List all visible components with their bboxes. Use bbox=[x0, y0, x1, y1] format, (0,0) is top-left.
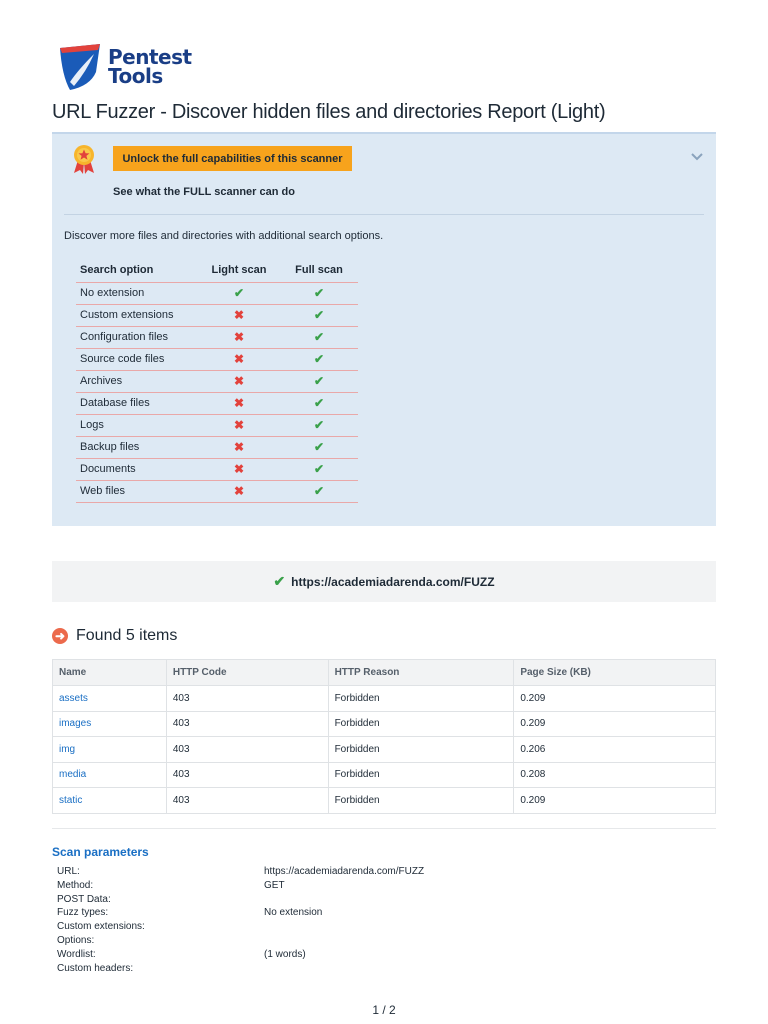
logo-line1: Pentest bbox=[108, 45, 192, 69]
cross-icon: ✖ bbox=[233, 352, 245, 366]
table-row bbox=[76, 392, 358, 414]
shield-logo-icon bbox=[56, 42, 104, 92]
scan-comparison-table bbox=[76, 258, 358, 503]
check-icon: ✔ bbox=[313, 330, 325, 344]
result-name-link[interactable]: media bbox=[53, 762, 167, 788]
search-option: Custom extensions bbox=[76, 304, 198, 326]
divider bbox=[64, 214, 704, 215]
table-row bbox=[76, 326, 358, 348]
column-header: Name bbox=[53, 660, 167, 686]
result-name-link[interactable]: img bbox=[53, 737, 167, 763]
table-row bbox=[53, 711, 716, 737]
cross-icon: ✖ bbox=[233, 396, 245, 410]
column-header: HTTP Code bbox=[166, 660, 328, 686]
param-key: Method: bbox=[57, 879, 94, 891]
table-header-row bbox=[53, 660, 716, 686]
search-option: Source code files bbox=[76, 348, 198, 370]
param-row-method bbox=[57, 879, 557, 893]
param-key: URL: bbox=[57, 866, 80, 877]
table-row bbox=[53, 762, 716, 788]
search-option: Archives bbox=[76, 370, 198, 392]
column-header: Search option bbox=[76, 258, 198, 282]
found-heading bbox=[52, 627, 177, 645]
param-row-custom-headers bbox=[57, 962, 557, 976]
search-option: Logs bbox=[76, 414, 198, 436]
see-full-scanner-link[interactable]: See what the FULL scanner can do bbox=[113, 186, 295, 198]
cross-icon: ✖ bbox=[233, 374, 245, 388]
param-key: Custom extensions: bbox=[57, 921, 145, 933]
param-row-options bbox=[57, 934, 557, 948]
table-row bbox=[76, 458, 358, 480]
http-code: 403 bbox=[166, 711, 328, 737]
table-row bbox=[76, 348, 358, 370]
http-reason: Forbidden bbox=[328, 788, 514, 814]
search-option: Web files bbox=[76, 480, 198, 502]
check-icon: ✔ bbox=[313, 396, 325, 410]
cross-icon: ✖ bbox=[233, 418, 245, 432]
cross-icon: ✖ bbox=[233, 308, 245, 322]
table-row bbox=[53, 686, 716, 712]
results-table bbox=[52, 659, 716, 814]
http-code: 403 bbox=[166, 737, 328, 763]
check-icon: ✔ bbox=[313, 308, 325, 322]
check-icon: ✔ bbox=[313, 418, 325, 432]
http-reason: Forbidden bbox=[328, 762, 514, 788]
search-option: Configuration files bbox=[76, 326, 198, 348]
logo-line2: Tools bbox=[108, 64, 163, 88]
check-icon: ✔ bbox=[313, 352, 325, 366]
unlock-full-scanner-button[interactable]: Unlock the full capabilities of this scanner bbox=[113, 146, 352, 171]
search-option: Documents bbox=[76, 458, 198, 480]
result-name-link[interactable]: assets bbox=[53, 686, 167, 712]
page-number: 1 / 2 bbox=[372, 1003, 396, 1017]
column-header: Full scan bbox=[280, 258, 358, 282]
cross-icon: ✖ bbox=[233, 484, 245, 498]
arrow-right-circle-icon: ➜ bbox=[52, 628, 68, 644]
param-key: Options: bbox=[57, 934, 95, 946]
check-icon: ✔ bbox=[313, 484, 325, 498]
http-code: 403 bbox=[166, 788, 328, 814]
found-title: Found 5 items bbox=[76, 627, 178, 644]
table-row bbox=[53, 788, 716, 814]
check-icon: ✔ bbox=[273, 573, 286, 589]
result-name-link[interactable]: images bbox=[53, 711, 167, 737]
check-icon: ✔ bbox=[313, 286, 325, 300]
report-title: URL Fuzzer - Discover hidden files and directories Report (Light) bbox=[52, 101, 606, 123]
discover-more-text: Discover more files and directories with additional search options. bbox=[64, 230, 384, 242]
table-row bbox=[76, 282, 358, 304]
param-key: Custom headers: bbox=[57, 962, 134, 974]
param-value: No extension bbox=[264, 907, 323, 919]
medal-icon bbox=[70, 144, 98, 174]
param-row-custom-extensions bbox=[57, 920, 557, 934]
page-size: 0.209 bbox=[514, 788, 716, 814]
table-row bbox=[76, 414, 358, 436]
column-header: Light scan bbox=[198, 258, 280, 282]
check-icon: ✔ bbox=[233, 286, 245, 300]
pentest-tools-logo bbox=[56, 42, 192, 92]
table-row bbox=[76, 370, 358, 392]
http-reason: Forbidden bbox=[328, 686, 514, 712]
table-row bbox=[76, 480, 358, 502]
param-key: Wordlist: bbox=[57, 948, 96, 960]
table-row bbox=[76, 304, 358, 326]
scan-parameters-title: Scan parameters bbox=[52, 845, 149, 859]
page-size: 0.208 bbox=[514, 762, 716, 788]
param-row-url bbox=[57, 865, 557, 879]
cross-icon: ✖ bbox=[233, 330, 245, 344]
param-row-wordlist bbox=[57, 948, 557, 962]
check-icon: ✔ bbox=[313, 374, 325, 388]
param-value: GET bbox=[264, 879, 285, 891]
param-value: (1 words) bbox=[264, 948, 306, 960]
search-option: Database files bbox=[76, 392, 198, 414]
check-icon: ✔ bbox=[313, 440, 325, 454]
table-header-row bbox=[76, 258, 358, 282]
upsell-panel bbox=[52, 132, 716, 526]
table-row bbox=[76, 436, 358, 458]
param-row-post-data bbox=[57, 893, 557, 907]
target-url-bar bbox=[52, 561, 716, 602]
target-url[interactable]: https://academiadarenda.com/FUZZ bbox=[291, 574, 495, 589]
http-reason: Forbidden bbox=[328, 737, 514, 763]
http-code: 403 bbox=[166, 762, 328, 788]
param-value: https://academiadarenda.com/FUZZ bbox=[264, 866, 425, 877]
page-size: 0.206 bbox=[514, 737, 716, 763]
column-header: HTTP Reason bbox=[328, 660, 514, 686]
divider bbox=[52, 828, 716, 829]
param-row-fuzz-types bbox=[57, 906, 557, 920]
page-size: 0.209 bbox=[514, 711, 716, 737]
table-row bbox=[53, 737, 716, 763]
http-reason: Forbidden bbox=[328, 711, 514, 737]
check-icon: ✔ bbox=[313, 462, 325, 476]
search-option: Backup files bbox=[76, 436, 198, 458]
chevron-down-icon[interactable] bbox=[690, 150, 704, 164]
scan-parameters-list bbox=[57, 865, 557, 975]
param-key: Fuzz types: bbox=[57, 907, 109, 919]
page-size: 0.209 bbox=[514, 686, 716, 712]
param-key: POST Data: bbox=[57, 893, 111, 905]
logo-wordmark bbox=[108, 45, 192, 88]
column-header: Page Size (KB) bbox=[514, 660, 716, 686]
http-code: 403 bbox=[166, 686, 328, 712]
cross-icon: ✖ bbox=[233, 462, 245, 476]
result-name-link[interactable]: static bbox=[53, 788, 167, 814]
search-option: No extension bbox=[76, 282, 198, 304]
cross-icon: ✖ bbox=[233, 440, 245, 454]
